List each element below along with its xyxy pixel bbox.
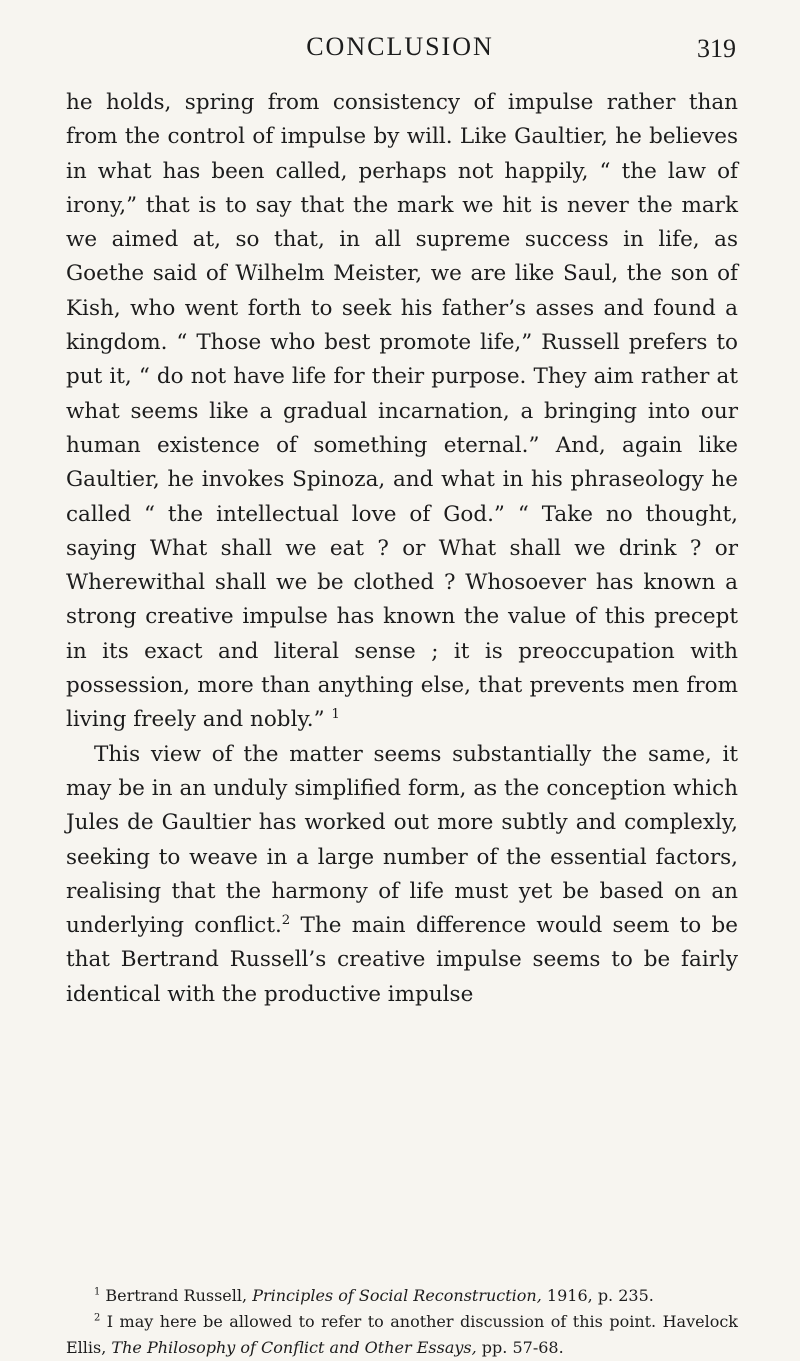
running-title: CONCLUSION bbox=[306, 32, 494, 61]
footnote-work-title: Principles of Social Reconstruction, bbox=[252, 1286, 542, 1305]
footnote-text: I may here be allowed to refer to another discussion of this point. Havelock Ellis, bbox=[66, 1312, 739, 1357]
footnote-citation: pp. 57-68. bbox=[481, 1338, 564, 1357]
footnote-reference: 1 bbox=[331, 707, 340, 723]
page-number: 319 bbox=[697, 34, 736, 63]
footnote-work-title: The Philosophy of Conflict and Other Essays, bbox=[111, 1338, 477, 1357]
footnote-number: 1 bbox=[94, 1286, 101, 1298]
footnote bbox=[66, 1309, 738, 1361]
paragraph bbox=[66, 738, 738, 1012]
footnotes bbox=[66, 1283, 738, 1361]
paragraph bbox=[66, 86, 738, 738]
footnote bbox=[66, 1283, 738, 1309]
footnote-reference: 2 bbox=[281, 912, 291, 928]
paragraph-text: The main difference would seem to be that Bertrand Russell’s creative impulse seems to be fairly identical with the productive impulse bbox=[66, 913, 738, 1007]
footnote-citation: 1916, p. 235. bbox=[546, 1286, 654, 1305]
paragraph-text: This view of the matter seems substantially the same, it may be in an unduly simplified form, as the conception which Jules de Gaultier has worked out more subtly and complexly, seeking to weave in a large number of the essential factors, realising that the harmony of life must yet be based on an underlying conflict. bbox=[66, 741, 738, 939]
paragraph-text: he holds, spring from consistency of impulse rather than from the control of impulse by will. Like Gaultier, he believes in what has been called, perhaps not happily, “ the law of irony,” that is to say that the mark we hit is never the mark we aimed at, so that, in all supreme success in life, as Goethe said of Wilhelm Meister, we are like Saul, the son of Kish, who went forth to seek his father’s asses and found a kingdom. “ Those who best promote life,” Russell prefers to put it, “ do not have life for their purpose. They aim rather at what seems like a gradual incarnation, a bringing into our human existence of something eternal.” And, again like Gaultier, he invokes Spinoza, and what in his phraseology he called “ the intellectual love of God.” “ Take no thought, saying What shall we eat ? or What shall we drink ? or Wherewithal shall we be clothed ? Whosoever has known a strong creative impulse has known the value of this precept in its exact and literal sense ; it is preoccupation with possession, more than anything else, that prevents men from living freely and nobly.” bbox=[66, 90, 738, 733]
footnote-author: Bertrand Russell, bbox=[105, 1286, 248, 1305]
footnote-number: 2 bbox=[94, 1312, 101, 1324]
running-head bbox=[0, 32, 800, 82]
body-text bbox=[66, 86, 738, 1012]
